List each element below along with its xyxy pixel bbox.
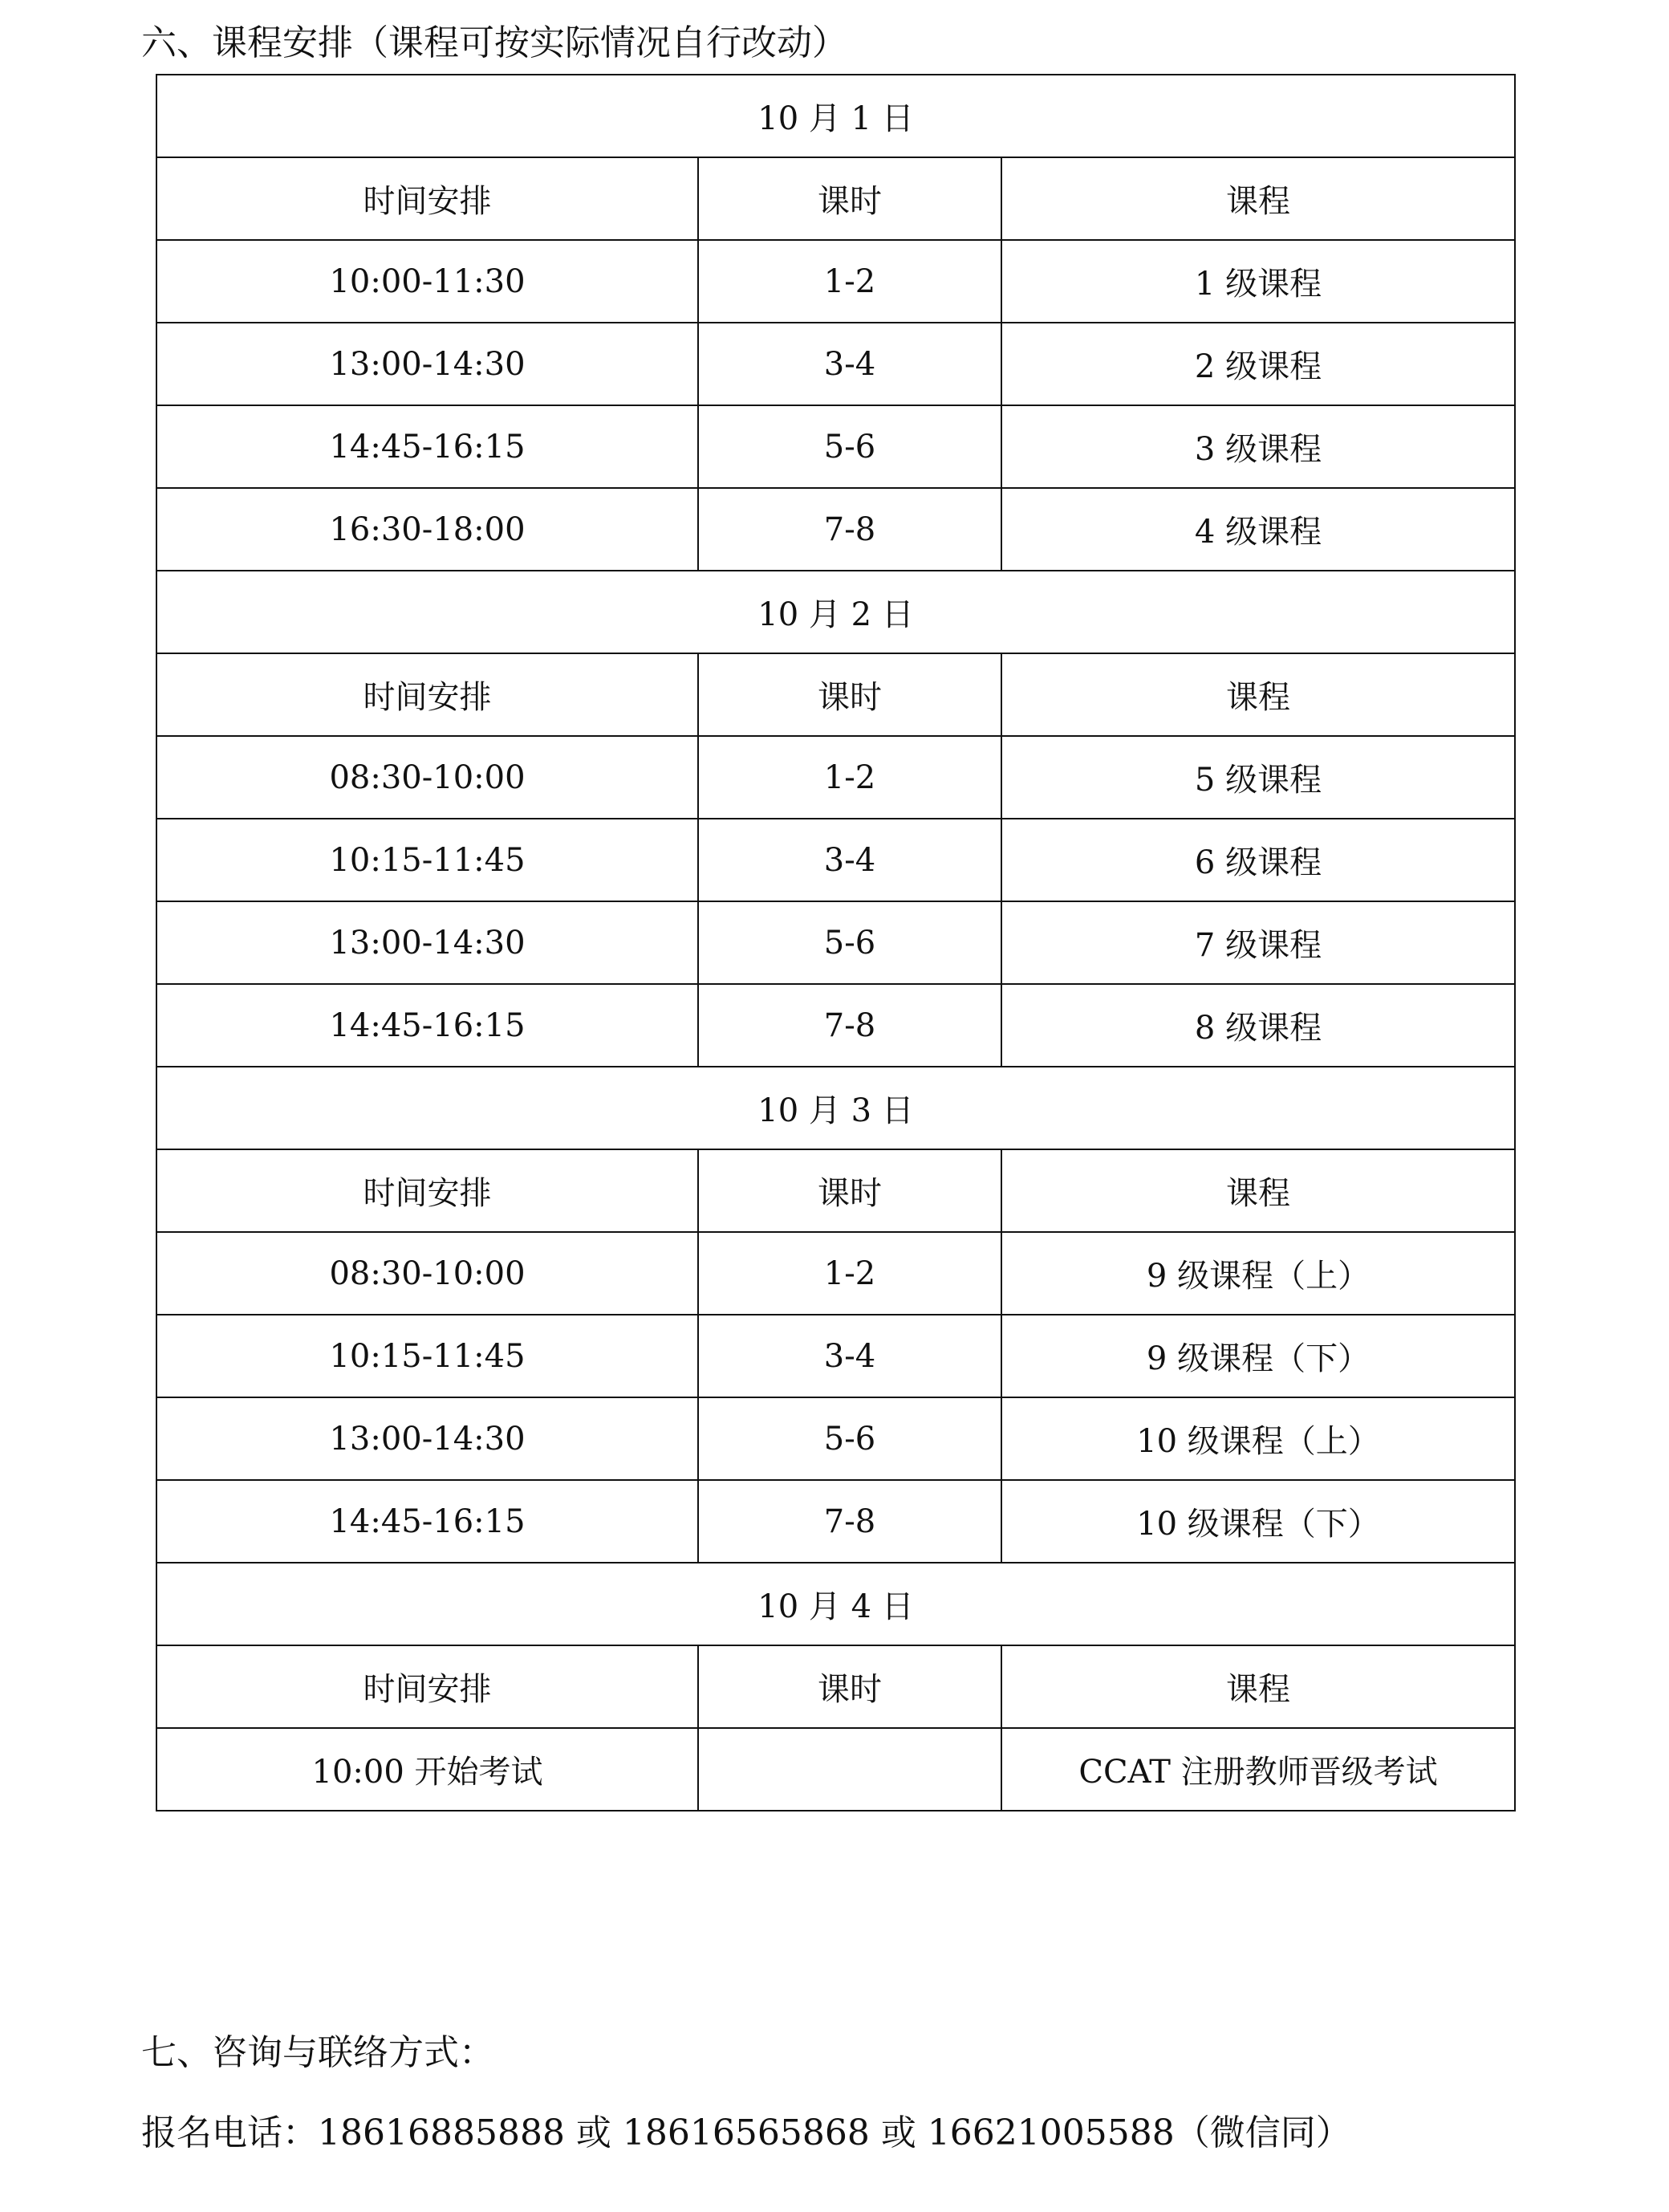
column-header-row — [156, 1149, 1515, 1232]
course-cell: 3 级课程 — [1001, 405, 1515, 488]
period-cell: 7-8 — [698, 984, 1001, 1067]
time-header: 时间安排 — [156, 1149, 698, 1232]
period-cell: 5-6 — [698, 1397, 1001, 1480]
contact-phone-line: 报名电话：18616885888 或 18616565868 或 16621005588（微信同） — [141, 2112, 1351, 2153]
course-schedule-table — [156, 74, 1516, 1811]
day-date-row — [156, 75, 1515, 157]
day-date-row — [156, 1563, 1515, 1645]
table-row — [156, 901, 1515, 984]
course-header: 课程 — [1001, 1645, 1515, 1728]
time-header: 时间安排 — [156, 653, 698, 736]
period-cell: 5-6 — [698, 901, 1001, 984]
time-header: 时间安排 — [156, 157, 698, 240]
table-row — [156, 819, 1515, 901]
time-cell: 14:45-16:15 — [156, 984, 698, 1067]
period-header: 课时 — [698, 157, 1001, 240]
day-date: 10 月 3 日 — [156, 1067, 1515, 1149]
time-cell: 13:00-14:30 — [156, 901, 698, 984]
period-cell: 3-4 — [698, 1315, 1001, 1397]
schedule-body — [156, 75, 1515, 1811]
course-header: 课程 — [1001, 1149, 1515, 1232]
time-cell: 08:30-10:00 — [156, 736, 698, 819]
course-cell: 5 级课程 — [1001, 736, 1515, 819]
course-cell: 10 级课程（下） — [1001, 1480, 1515, 1563]
period-cell: 1-2 — [698, 736, 1001, 819]
day-date: 10 月 1 日 — [156, 75, 1515, 157]
course-cell: 2 级课程 — [1001, 323, 1515, 405]
section-seven-heading: 七、咨询与联络方式： — [141, 2032, 494, 2073]
time-cell: 10:00 开始考试 — [156, 1728, 698, 1811]
course-cell: 6 级课程 — [1001, 819, 1515, 901]
time-cell: 13:00-14:30 — [156, 1397, 698, 1480]
period-cell: 1-2 — [698, 1232, 1001, 1315]
table-row — [156, 984, 1515, 1067]
course-header: 课程 — [1001, 157, 1515, 240]
time-cell: 10:00-11:30 — [156, 240, 698, 323]
table-row — [156, 736, 1515, 819]
period-cell: 5-6 — [698, 405, 1001, 488]
period-cell: 3-4 — [698, 819, 1001, 901]
table-row — [156, 240, 1515, 323]
table-row — [156, 1315, 1515, 1397]
table-row — [156, 323, 1515, 405]
course-cell: CCAT 注册教师晋级考试 — [1001, 1728, 1515, 1811]
period-cell: 1-2 — [698, 240, 1001, 323]
time-cell: 16:30-18:00 — [156, 488, 698, 571]
table-row — [156, 1728, 1515, 1811]
period-header: 课时 — [698, 1149, 1001, 1232]
course-cell: 9 级课程（上） — [1001, 1232, 1515, 1315]
table-row — [156, 405, 1515, 488]
table-row — [156, 1232, 1515, 1315]
section-six-heading: 六、课程安排（课程可按实际情况自行改动） — [141, 22, 847, 63]
day-date-row — [156, 571, 1515, 653]
course-cell: 10 级课程（上） — [1001, 1397, 1515, 1480]
day-date-row — [156, 1067, 1515, 1149]
time-cell: 13:00-14:30 — [156, 323, 698, 405]
course-cell: 9 级课程（下） — [1001, 1315, 1515, 1397]
course-cell: 1 级课程 — [1001, 240, 1515, 323]
time-cell: 14:45-16:15 — [156, 405, 698, 488]
table-row — [156, 488, 1515, 571]
period-header: 课时 — [698, 1645, 1001, 1728]
time-cell: 14:45-16:15 — [156, 1480, 698, 1563]
course-header: 课程 — [1001, 653, 1515, 736]
column-header-row — [156, 653, 1515, 736]
time-cell: 08:30-10:00 — [156, 1232, 698, 1315]
period-cell: 7-8 — [698, 488, 1001, 571]
day-date: 10 月 4 日 — [156, 1563, 1515, 1645]
time-cell: 10:15-11:45 — [156, 1315, 698, 1397]
period-header: 课时 — [698, 653, 1001, 736]
day-date: 10 月 2 日 — [156, 571, 1515, 653]
column-header-row — [156, 157, 1515, 240]
course-cell: 8 级课程 — [1001, 984, 1515, 1067]
time-header: 时间安排 — [156, 1645, 698, 1728]
time-cell: 10:15-11:45 — [156, 819, 698, 901]
course-cell: 7 级课程 — [1001, 901, 1515, 984]
period-cell: 3-4 — [698, 323, 1001, 405]
period-cell — [698, 1728, 1001, 1811]
table-row — [156, 1397, 1515, 1480]
column-header-row — [156, 1645, 1515, 1728]
course-cell: 4 级课程 — [1001, 488, 1515, 571]
period-cell: 7-8 — [698, 1480, 1001, 1563]
table-row — [156, 1480, 1515, 1563]
